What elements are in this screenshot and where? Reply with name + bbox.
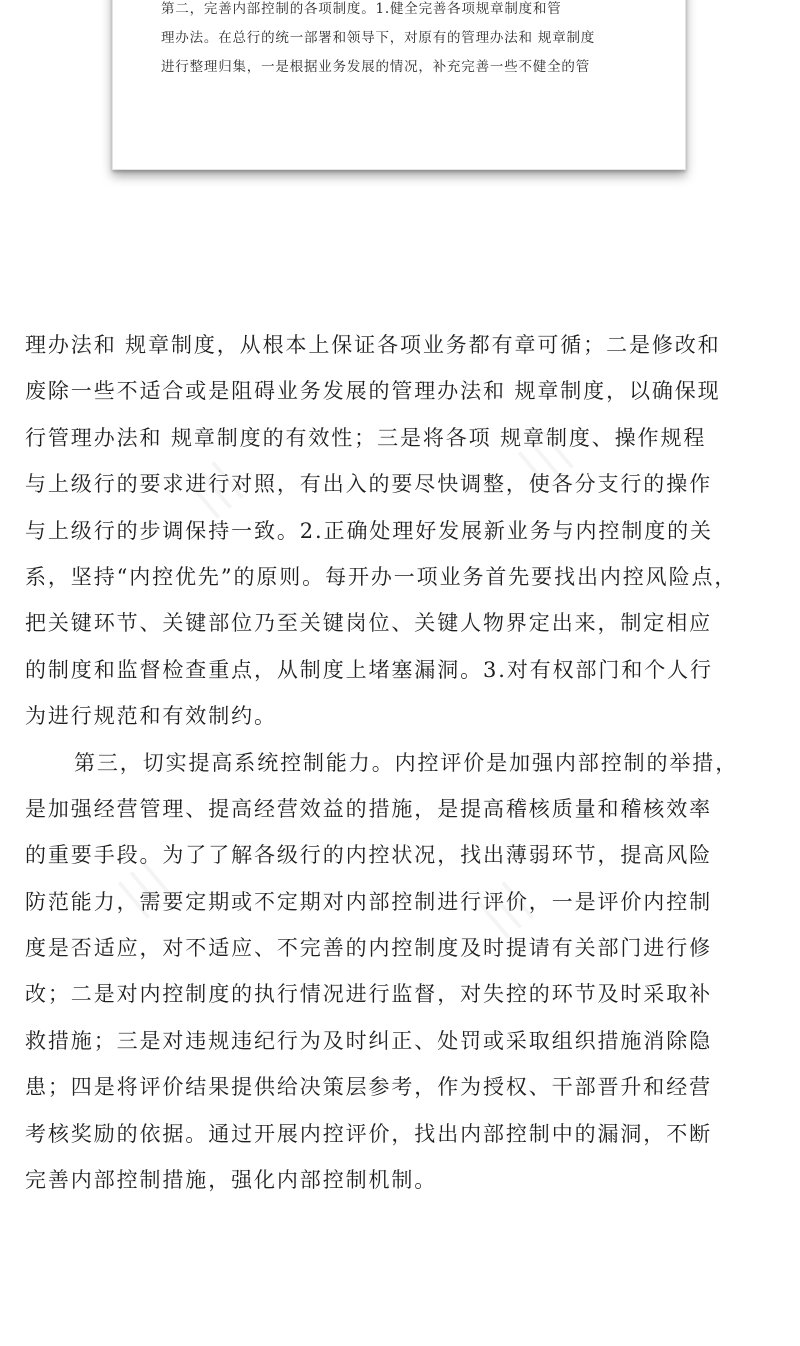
paragraph-line: 把关键环节、关键部位乃至关键岗位、关键人物界定出来，制定相应 [25,611,712,636]
preview-line: 进行整理归集，一是根据业务发展的情况，补充完善一些不健全的管 [161,59,590,75]
paragraph-line: 度是否适应，对不适应、不完善的内控制度及时提请有关部门进行修 [25,936,712,961]
paragraph-line: 考核奖励的依据。通过开展内控评价，找出内部控制中的漏洞，不断 [25,1121,712,1146]
paragraph-line: 与上级行的步调保持一致。2.正确处理好发展新业务与内控制度的关 [25,518,713,543]
paragraph-line: 行管理办法和 规章制度的有效性；三是将各项 规章制度、操作规程 [25,425,707,450]
paragraph-line: 救措施；三是对违规违纪行为及时纠正、处罚或采取组织措施消除隐 [25,1028,712,1053]
document-body [25,322,795,1203]
paragraph-line: 改；二是对内控制度的执行情况进行监督，对失控的环节及时采取补 [25,982,712,1007]
paragraph-line: 患；四是将评价结果提供给决策层参考，作为授权、干部晋升和经营 [25,1075,712,1100]
preview-line: 理办法。在总行的统一部署和领导下，对原有的管理办法和 规章制度 [161,30,596,46]
paragraph-line: 完善内部控制措施，强化内部控制机制。 [25,1168,438,1193]
paragraph-line: 废除一些不适合或是阻碍业务发展的管理办法和 规章制度，以确保现 [25,379,721,404]
paragraph-line: 为进行规范和有效制约。 [25,704,277,729]
paragraph-line: 的重要手段。为了了解各级行的内控状况，找出薄弱环节，提高风险 [25,843,712,868]
paragraph-line: 系，坚持“内控优先”的原则。每开办一项业务首先要找出内控风险点， [25,564,738,589]
preview-line: 第二，完善内部控制的各项制度。1.健全完善各项规章制度和管 [161,1,562,17]
document-preview-card [112,0,686,170]
paragraph-line: 理办法和 规章制度，从根本上保证各项业务都有章可循；二是修改和 [25,333,721,357]
paragraph-line: 与上级行的要求进行对照，有出入的要尽快调整，使各分支行的操作 [25,472,712,497]
paragraph-line: 是加强经营管理、提高经营效益的措施，是提高稽核质量和稽核效率 [25,796,712,821]
paragraph-line: 防范能力，需要定期或不定期对内部控制进行评价，一是评价内控制 [25,889,712,914]
preview-text [161,0,651,82]
paragraph-line: 的制度和监督检查重点，从制度上堵塞漏洞。3.对有权部门和个人行 [25,657,713,682]
paragraph-line: 第三，切实提高系统控制能力。内控评价是加强内部控制的举措， [74,750,739,775]
